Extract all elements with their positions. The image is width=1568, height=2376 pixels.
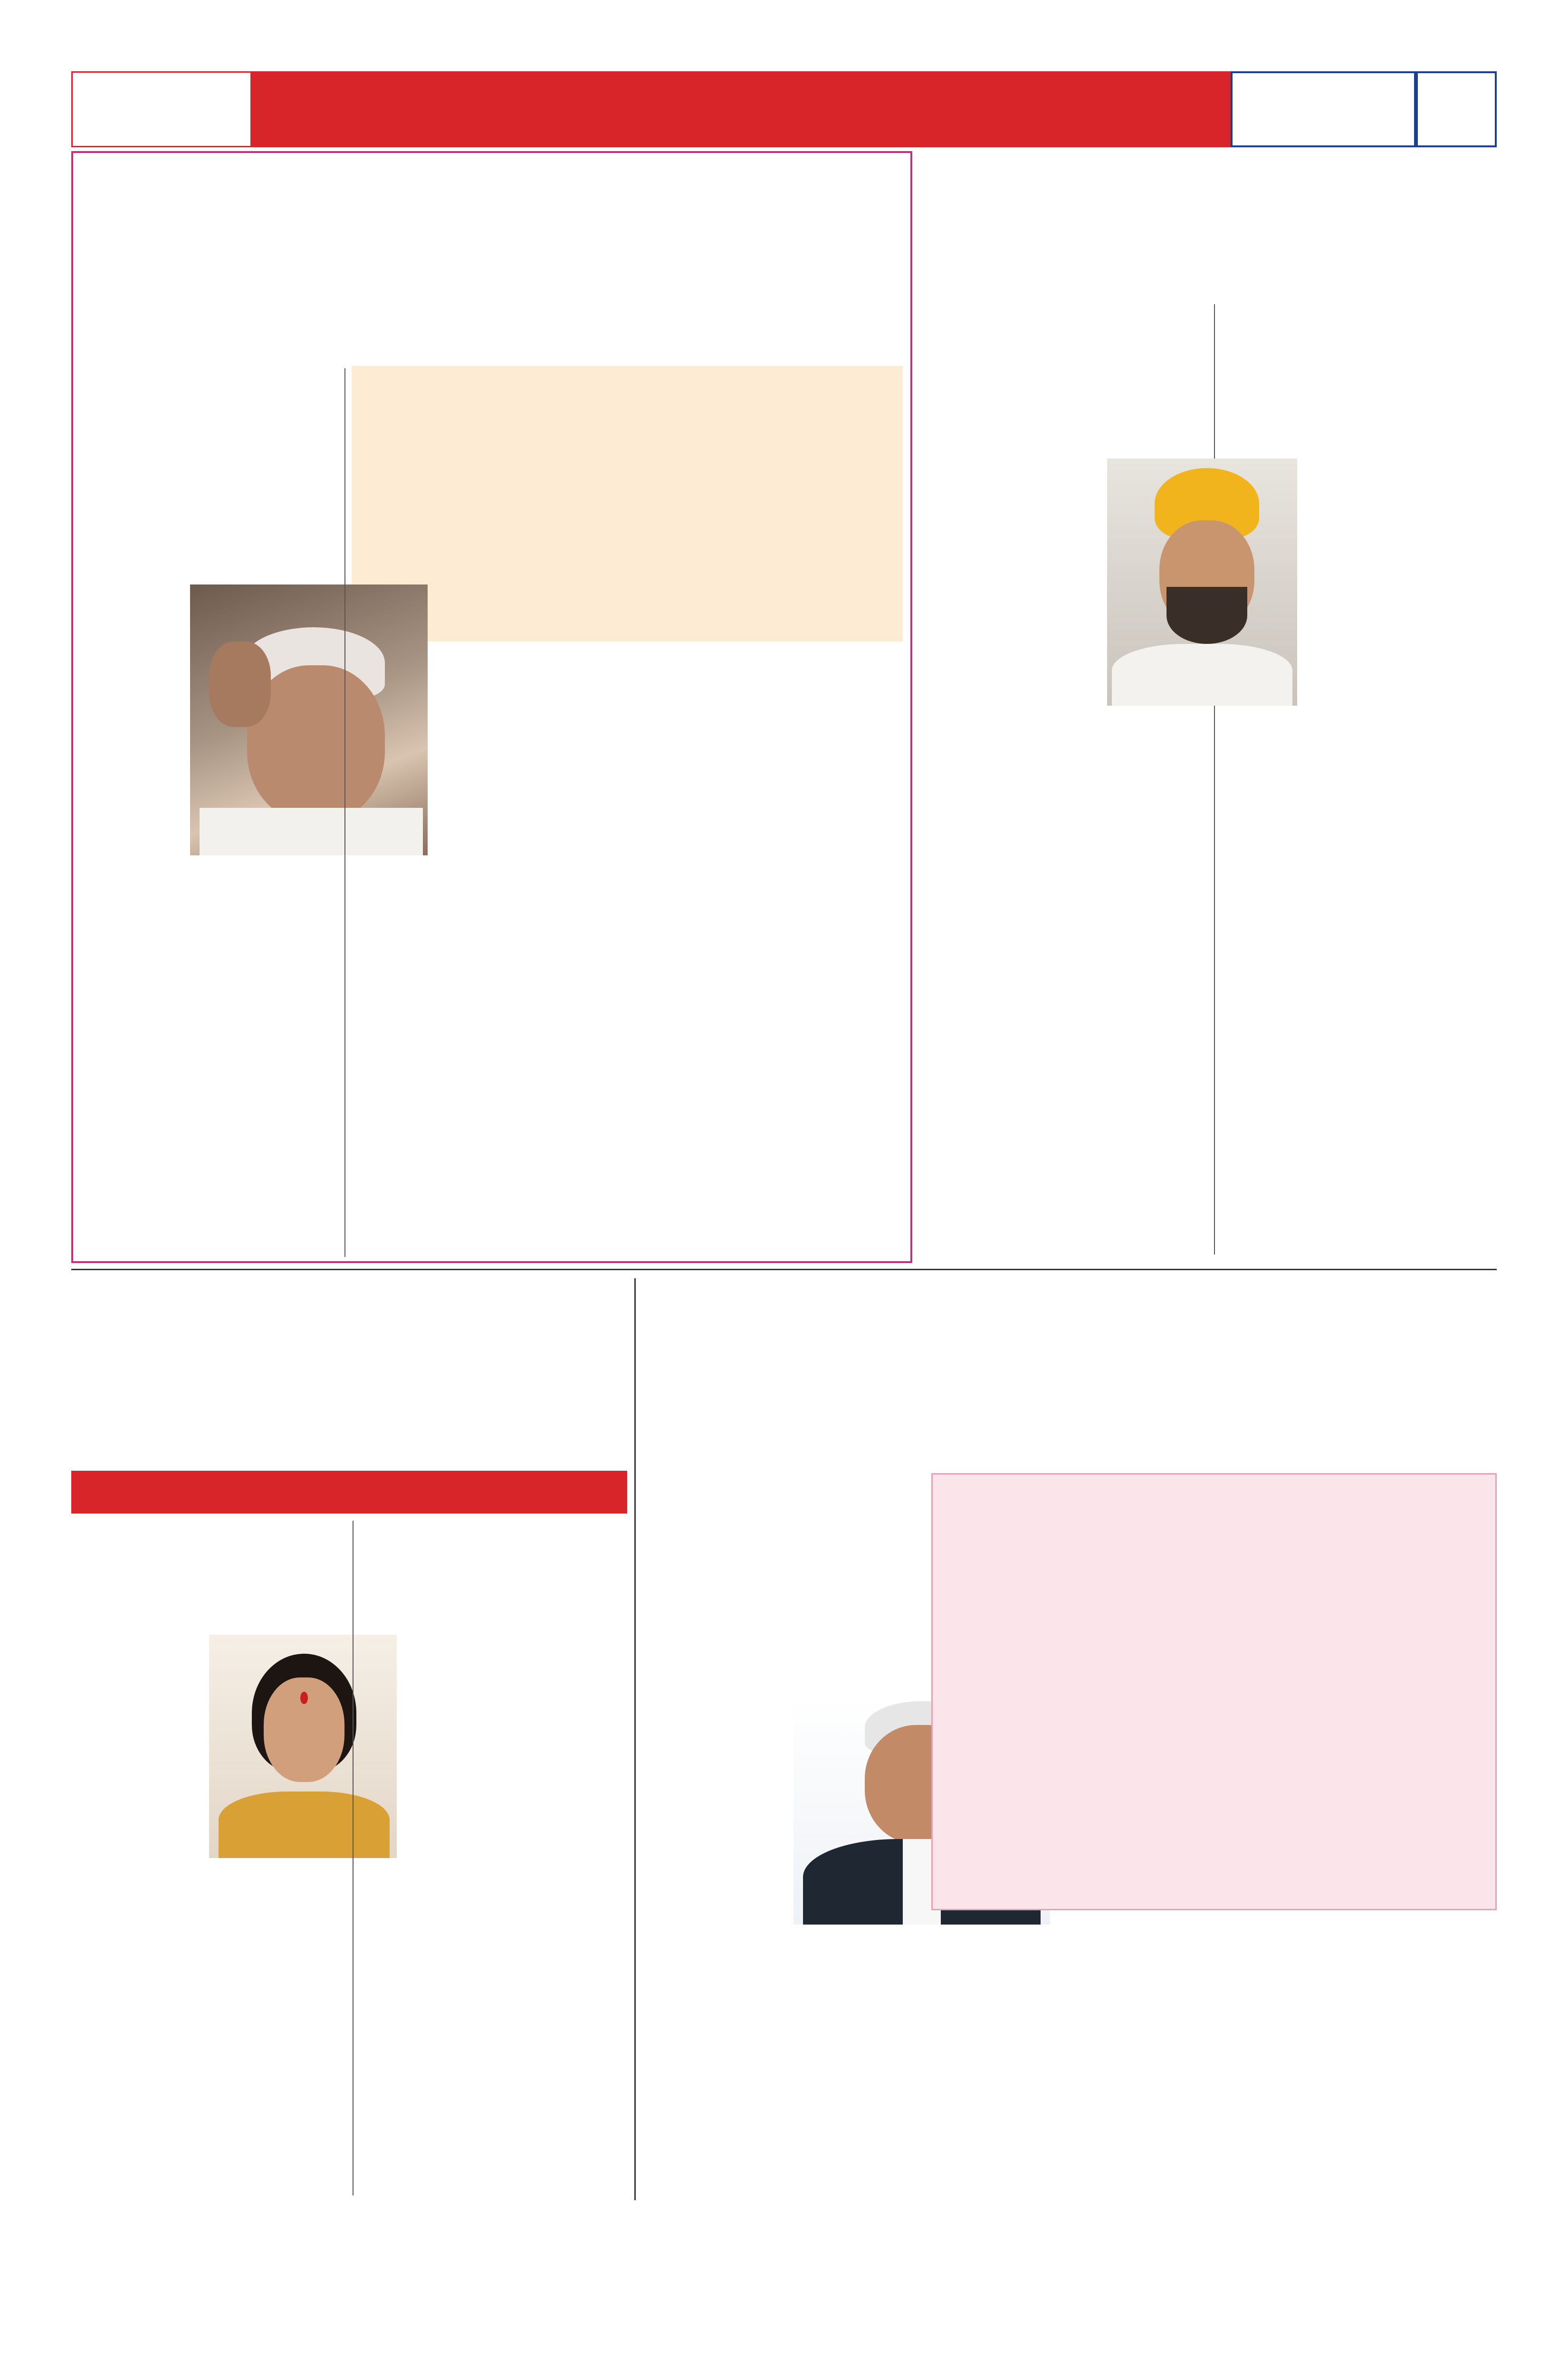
market-col1-top [931, 304, 1207, 461]
lalu-col1-bottom [93, 1164, 340, 1259]
rekha-photo-saree [219, 1792, 390, 1858]
market-col2-bottom [1221, 791, 1497, 1257]
mann-photo-shirt [1112, 644, 1292, 706]
rekha-photo-tilak [300, 1692, 308, 1704]
liquor-col1-top [74, 1521, 347, 1635]
arora-col3-bottom [1221, 1927, 1497, 2198]
market-col-rule [1214, 304, 1215, 1255]
ed-section [71, 1891, 998, 2376]
mann-photo [1107, 459, 1297, 706]
mann-photo-beard [1166, 587, 1247, 644]
market-col1-bottom [931, 791, 1207, 1257]
market-col2-narrow [1304, 461, 1497, 789]
arora-col1-top [646, 1473, 922, 1566]
lalu-photo-shirt [200, 808, 423, 855]
arora-box-text [1057, 1528, 1487, 1908]
lalu-box-text [361, 418, 896, 642]
lalu-col1-narrow [93, 656, 185, 1207]
rekha-gupta-photo [209, 1635, 397, 1858]
date-box [1231, 71, 1416, 147]
lalu-col3 [435, 955, 658, 1250]
lalu-col-rule [344, 368, 345, 1257]
market-col1-narrow [931, 463, 1102, 791]
section-title [266, 76, 1216, 143]
page-number-box [1416, 71, 1497, 147]
lalu-mid-text [435, 649, 903, 953]
liquor-col2-top [359, 1521, 627, 1635]
newspaper-logo [71, 71, 252, 147]
lalu-photo-hand [209, 642, 271, 727]
section-rule-1 [71, 1269, 1497, 1270]
lalu-photo [190, 584, 428, 855]
lalu-col4 [670, 955, 903, 1250]
liquor-banner [71, 1471, 627, 1514]
market-col2-top [1221, 304, 1497, 461]
arora-col1-narrow [646, 1563, 789, 1925]
